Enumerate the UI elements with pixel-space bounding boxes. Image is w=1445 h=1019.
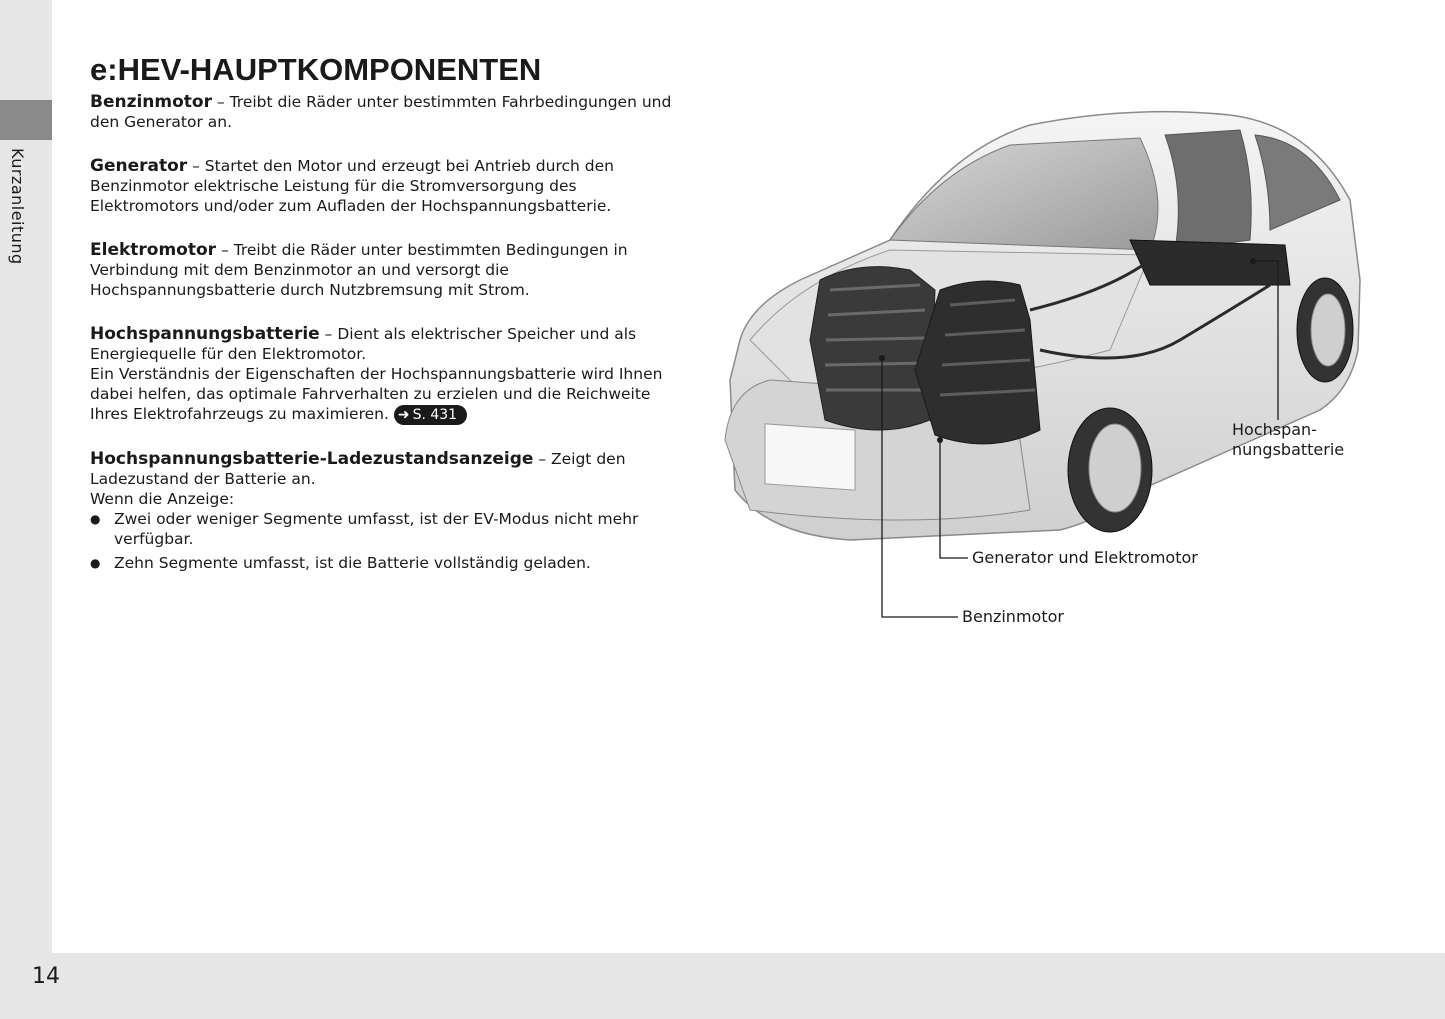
side-window-front <box>1165 130 1251 250</box>
battery-pack <box>1130 240 1290 285</box>
entry-ladezustandsanzeige <box>90 449 690 573</box>
entry-desc: – Zeigt den Ladezustand der Batterie an. <box>90 449 626 488</box>
entry-desc: – Treibt die Räder unter bestimmten Fahrbedingungen und den Generator an. <box>90 93 672 131</box>
entry-desc: – Startet den Motor und erzeugt bei Antrieb durch den Benzinmotor elektrische Leistung für die Stromversorgung des Elektromotors und/oder zum Aufladen der Hochspannungsbatterie. <box>90 157 614 215</box>
entry-intro: Wenn die Anzeige: <box>90 489 235 508</box>
callout-battery-line2: nungsbatterie <box>1232 440 1345 459</box>
leader-engine <box>870 355 970 630</box>
entry-hochspannungsbatterie <box>90 324 690 425</box>
entry-desc: – Dient als elektrischer Speicher und als Energiequelle für den Elektromotor. <box>90 325 637 363</box>
page-reference-label: S. 431 <box>412 406 458 423</box>
entry-term: Benzinmotor <box>90 92 212 112</box>
license-plate <box>765 424 855 490</box>
list-item: ● Zehn Segmente umfasst, ist die Batterie vollständig geladen. <box>90 553 690 573</box>
callout-generator: Generator und Elektromotor <box>972 548 1198 567</box>
page-reference-link[interactable] <box>394 405 467 425</box>
entry-term: Hochspannungsbatterie <box>90 324 320 344</box>
page-title: e:HEV-HAUPTKOMPONENTEN <box>90 52 542 87</box>
windshield <box>890 138 1158 250</box>
callout-battery-line1: Hochspan- <box>1232 420 1317 439</box>
entry-elektromotor <box>90 240 690 300</box>
entry-desc: – Treibt die Räder unter bestimmten Bedingungen in Verbindung mit dem Benzinmotor an und versorgt die Hochspannungsbatterie durch Nutzbremsung mit Strom. <box>90 241 628 299</box>
section-tab-marker <box>0 100 52 140</box>
arrow-right-icon: ➜ <box>397 406 410 423</box>
callout-engine: Benzinmotor <box>962 607 1064 626</box>
section-label: Kurzanleitung <box>8 148 27 265</box>
bullet-list <box>90 509 690 573</box>
car-illustration <box>710 90 1370 560</box>
entry-term: Hochspannungsbatterie-Ladezustandsanzeige <box>90 448 534 469</box>
callout-battery <box>1232 420 1344 460</box>
entry-benzinmotor <box>90 92 690 132</box>
entry-extra: Ein Verständnis der Eigenschaften der Hochspannungsbatterie wird Ihnen dabei helfen, das optimale Fahrverhalten zu erzielen und die Reichweite Ihres Elektrofahrzeugs zu maximieren. <box>90 365 663 423</box>
entry-term: Elektromotor <box>90 240 217 260</box>
entry-generator <box>90 156 690 216</box>
footer-strip <box>52 953 1445 1019</box>
list-item: ● Zwei oder weniger Segmente umfasst, ist der EV-Modus nicht mehr verfügbar. <box>90 509 690 549</box>
entry-term: Generator <box>90 156 188 176</box>
component-descriptions <box>90 92 690 597</box>
page-number: 14 <box>32 964 60 989</box>
